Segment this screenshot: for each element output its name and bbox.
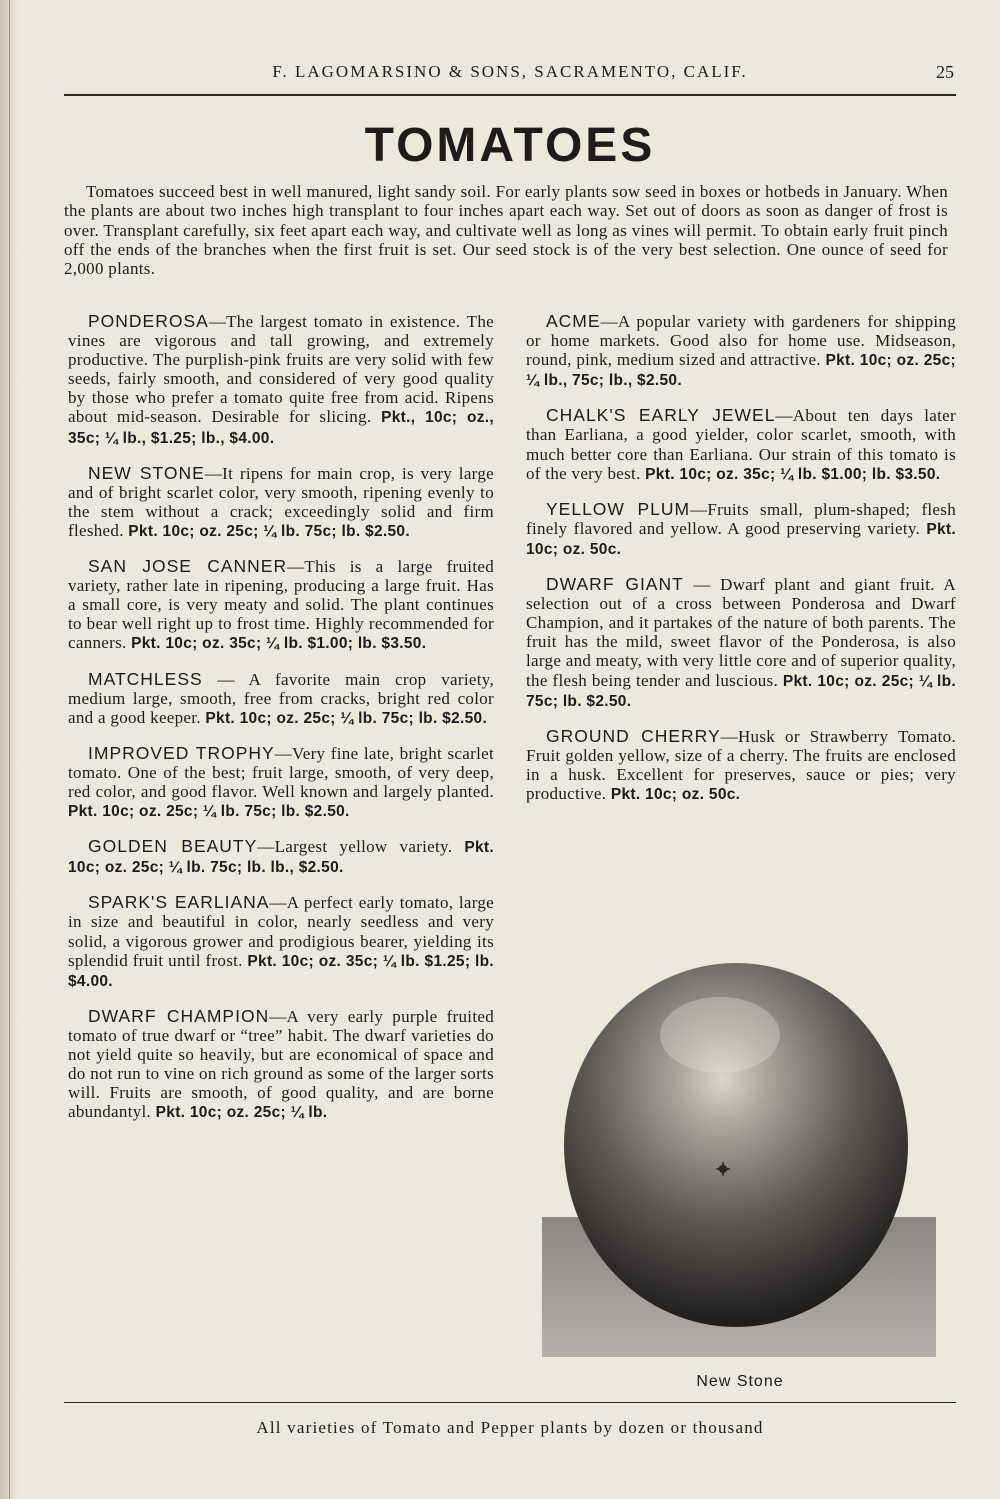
catalog-page — [64, 60, 956, 1460]
variety-name: NEW STONE — [88, 462, 205, 483]
variety-entry — [68, 670, 494, 728]
variety-name: SPARK'S EARLIANA — [88, 892, 270, 913]
book-spine-shadow — [0, 0, 18, 1499]
variety-name: DWARF GIANT — [546, 574, 684, 595]
variety-entry — [68, 312, 494, 448]
variety-price: Pkt. 10c; oz. 25c; ¼ lb., 75c; lb., $2.50. — [526, 352, 956, 390]
variety-entry — [68, 837, 494, 877]
variety-entry — [68, 464, 494, 541]
variety-description: —A perfect early tomato, large in size and beautiful in color, nearly seedless and very solid, a vigorous grower and prodigious bearer, yielding its splendid fruit until frost. — [68, 893, 494, 970]
variety-description: — Dwarf plant and giant fruit. A selection out of a cross between Ponderosa and Dwarf Champion, and it partakes of the nature of both parents. The fruit has the mild, sweet flavor of the Ponderosa, is also large and meaty, with very little core and of superior quality, the flesh being tender and luscious. — [526, 575, 956, 690]
variety-name: ACME — [546, 311, 601, 331]
left-column — [68, 312, 494, 1138]
variety-description: —This is a large fruited variety, rather late in ripening, producing a large fruit. Has a small core, is very meaty and solid. The plant continues to bear well right up to frost time. Highly recommended for canners. — [68, 557, 494, 653]
variety-name: GOLDEN BEAUTY — [88, 836, 258, 857]
page-title: TOMATOES — [364, 119, 656, 172]
intro-paragraph: Tomatoes succeed best in well manured, light sandy soil. For early plants sow seed in boxes or hotbeds in January. When the plants are about two inches high transplant to four inches apart each way. Set out of doors as soon as danger of frost is over. Transplant carefully, six feet apart each way, and cultivate well as long as vines will permit. To obtain early fruit pinch off the ends of the branches when the first fruit is set. Our seed stock is of the very best selection. One ounce of seed for 2,000 plants. — [64, 182, 948, 279]
variety-price: Pkt. 10c; oz. 25c; ¼ lb. 75c; lb. $2.50. — [128, 522, 410, 540]
variety-description: —Largest yellow variety. — [257, 837, 465, 857]
variety-price: Pkt. 10c; oz. 35c; ¼ lb. $1.00; lb. $3.50. — [645, 465, 941, 483]
variety-price: Pkt. 10c; oz. 50c. — [526, 520, 956, 558]
variety-price: Pkt. 10c; oz. 35c; ¼ lb. $1.25; lb. $4.00. — [68, 952, 494, 990]
variety-description: —A very early purple fruited tomato of true dwarf or “tree” habit. The dwarf varieties do not yield quite so heavily, but are economical of space and do not run to vine on rich ground as some of the larger sorts will. Fruits are smooth, of good quality, and are borne abundantyl. — [68, 1006, 494, 1122]
bottom-rule — [64, 1402, 956, 1403]
variety-description: —A popular variety with gardeners for shipping or home markets. Good also for home use. Midseason, round, pink, medium sized and attractive. — [526, 312, 956, 370]
variety-entry — [526, 406, 956, 483]
variety-entry — [68, 744, 494, 821]
variety-price: Pkt. 10c; oz. 35c; ¼ lb. $1.00; lb. $3.50. — [131, 635, 427, 653]
variety-name: SAN JOSE CANNER — [88, 556, 288, 577]
variety-description: —Very fine late, bright scarlet tomato. One of the best; fruit large, smooth, of very deep, red color, and good flavor. Well known and largely planted. — [68, 743, 494, 801]
new-stone-figure — [540, 935, 940, 1400]
variety-entry — [526, 575, 956, 711]
variety-entry — [526, 727, 956, 804]
variety-description: —About ten days later than Earliana, a good yielder, color scarlet, smooth, with much better core than Earliana. Our strain of this tomato is of the very best. — [526, 406, 956, 483]
footer-note: All varieties of Tomato and Pepper plants by dozen or thousand — [256, 1418, 764, 1437]
variety-entry — [68, 893, 494, 990]
variety-entry — [526, 312, 956, 390]
variety-name: GROUND CHERRY — [546, 725, 721, 746]
variety-entry — [68, 1007, 494, 1123]
variety-price: Pkt., 10c; oz., 35c; ¼ lb., $1.25; lb., $4.00. — [68, 409, 494, 447]
running-head — [64, 60, 956, 96]
variety-entry — [526, 500, 956, 559]
variety-price: Pkt. 10c; oz. 25c; ¼ lb. 75c; lb. $2.50. — [205, 709, 488, 727]
variety-description: —The largest tomato in existence. The vines are vigorous and tall growing, and extremely productive. The purplish-pink fruits are very solid with few seeds, fairly smooth, and considered of very good quality by those who prefer a tomato quite free from acid. Ripens about mid-season. Desirable for slicing. — [68, 312, 494, 427]
tomato-photo — [540, 935, 940, 1365]
right-column — [526, 312, 956, 820]
page-number: 25 — [936, 62, 954, 82]
variety-description: —It ripens for main crop, is very large and of bright scarlet color, very smooth, ripening evenly to the stem without a crack; exceedingly solid and firm fleshed. — [68, 463, 494, 540]
variety-description: —Husk or Strawberry Tomato. Fruit golden yellow, size of a cherry. The fruits are enclosed in a husk. Excellent for preserves, sauce or pies; very productive. — [526, 726, 956, 803]
tomato-highlight — [660, 997, 780, 1073]
variety-price: Pkt. 10c; oz. 50c. — [610, 785, 741, 803]
variety-price: Pkt. 10c; oz. 25c; ¼ lb. 75c; lb. $2.50. — [68, 803, 350, 821]
variety-description: —Fruits small, plum-shaped; flesh finely flavored and yellow. A good preserving variety. — [526, 499, 956, 538]
variety-name: IMPROVED TROPHY — [88, 742, 275, 763]
variety-entry — [68, 557, 494, 653]
variety-name: DWARF CHAMPION — [88, 1005, 270, 1026]
figure-caption: New Stone — [696, 1373, 784, 1390]
variety-name: YELLOW PLUM — [546, 498, 691, 519]
variety-description: — A favorite main crop variety, medium large, smooth, free from cracks, bright red color and a good keeper. — [68, 669, 494, 727]
variety-name: CHALK'S EARLY JEWEL — [546, 405, 776, 426]
variety-price: Pkt. 10c; oz. 25c; ¼ lb. 75c; lb. $2.50. — [526, 672, 956, 710]
variety-price: Pkt. 10c; oz. 25c; ¼ lb. 75c; lb. lb., $2.50. — [68, 839, 494, 877]
variety-name: MATCHLESS — [88, 668, 203, 689]
variety-name: PONDEROSA — [88, 311, 209, 331]
running-title: F. LAGOMARSINO & SONS, SACRAMENTO, CALIF. — [272, 62, 748, 81]
variety-price: Pkt. 10c; oz. 25c; ¼ lb. — [155, 1104, 328, 1122]
